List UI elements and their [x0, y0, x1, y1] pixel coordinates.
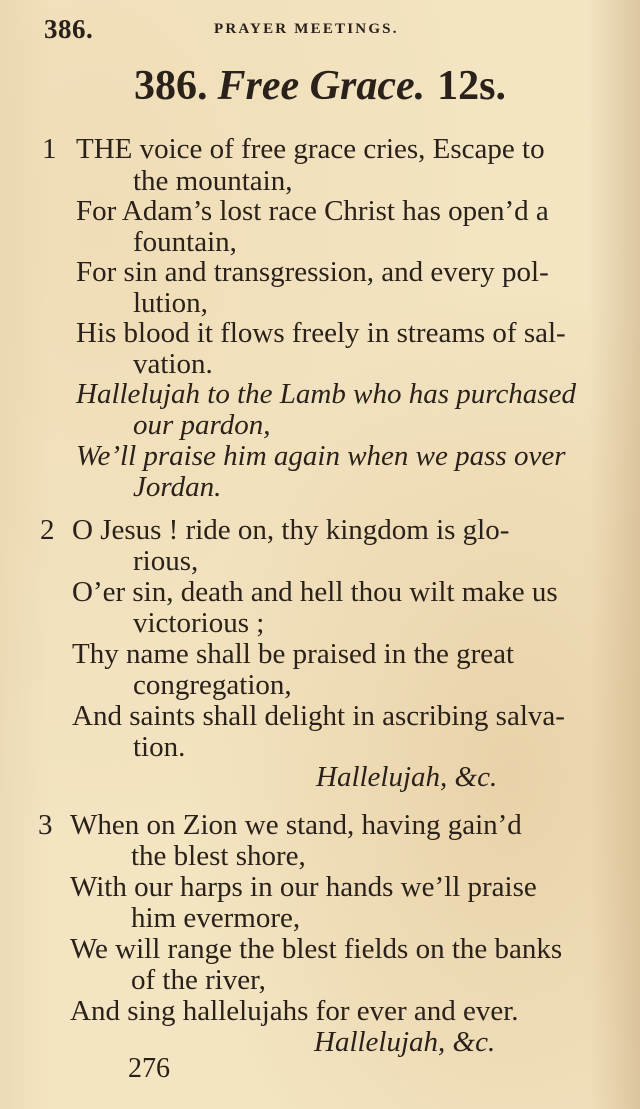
verse-line: We will range the blest fields on the banks: [70, 933, 563, 965]
section-title: PRAYER MEETINGS.: [214, 21, 399, 37]
chorus-line: Hallelujah, &c.: [316, 761, 498, 793]
running-head: [44, 14, 600, 44]
stanza-number: 2: [40, 514, 55, 546]
verse-line: And saints shall delight in ascribing salva-: [72, 700, 565, 732]
verse-line: tion.: [133, 731, 186, 763]
verse-line: fountain,: [133, 226, 237, 258]
verse-line: His blood it flows freely in streams of sal-: [76, 317, 566, 349]
verse-line: of the river,: [131, 964, 266, 996]
verse-line: the mountain,: [133, 165, 293, 197]
verse-line: him evermore,: [131, 902, 301, 934]
chorus-line: our pardon,: [133, 409, 271, 441]
verse-line: For Adam’s lost race Christ has open’d a: [76, 195, 549, 227]
verse-line: O Jesus ! ride on, thy kingdom is glo-: [72, 514, 510, 546]
verse-line: victorious ;: [133, 607, 265, 639]
chorus-line: Hallelujah to the Lamb who has purchased: [76, 378, 576, 410]
stanza-number: 1: [42, 133, 57, 165]
hymn-meter: 12s.: [437, 63, 506, 109]
chorus-line: We’ll praise him again when we pass over: [76, 440, 566, 472]
page-number-top: 386.: [44, 14, 94, 44]
hymn-heading: [0, 62, 640, 110]
page-number-bottom: 276: [128, 1053, 170, 1084]
verse-line: When on Zion we stand, having gain’d: [70, 809, 522, 841]
verse-line: THE voice of free grace cries, Escape to: [76, 133, 545, 165]
verse-line: rious,: [133, 545, 199, 577]
chorus-line: Hallelujah, &c.: [314, 1026, 496, 1058]
verse-line: congregation,: [133, 669, 292, 701]
verse-line: vation.: [133, 348, 213, 380]
verse-line: the blest shore,: [131, 840, 306, 872]
verse-line: With our harps in our hands we’ll praise: [70, 871, 537, 903]
stanza-number: 3: [38, 809, 53, 841]
hymn-number: 386.: [134, 63, 208, 109]
verse-line: lution,: [133, 287, 208, 319]
verse-line: Thy name shall be praised in the great: [72, 638, 515, 670]
verse-line: O’er sin, death and hell thou wilt make us: [72, 576, 558, 608]
verse-line: And sing hallelujahs for ever and ever.: [70, 995, 519, 1027]
chorus-line: Jordan.: [133, 471, 222, 503]
verse-line: For sin and transgression, and every pol-: [76, 256, 549, 288]
hymn-title: Free Grace.: [217, 63, 426, 109]
